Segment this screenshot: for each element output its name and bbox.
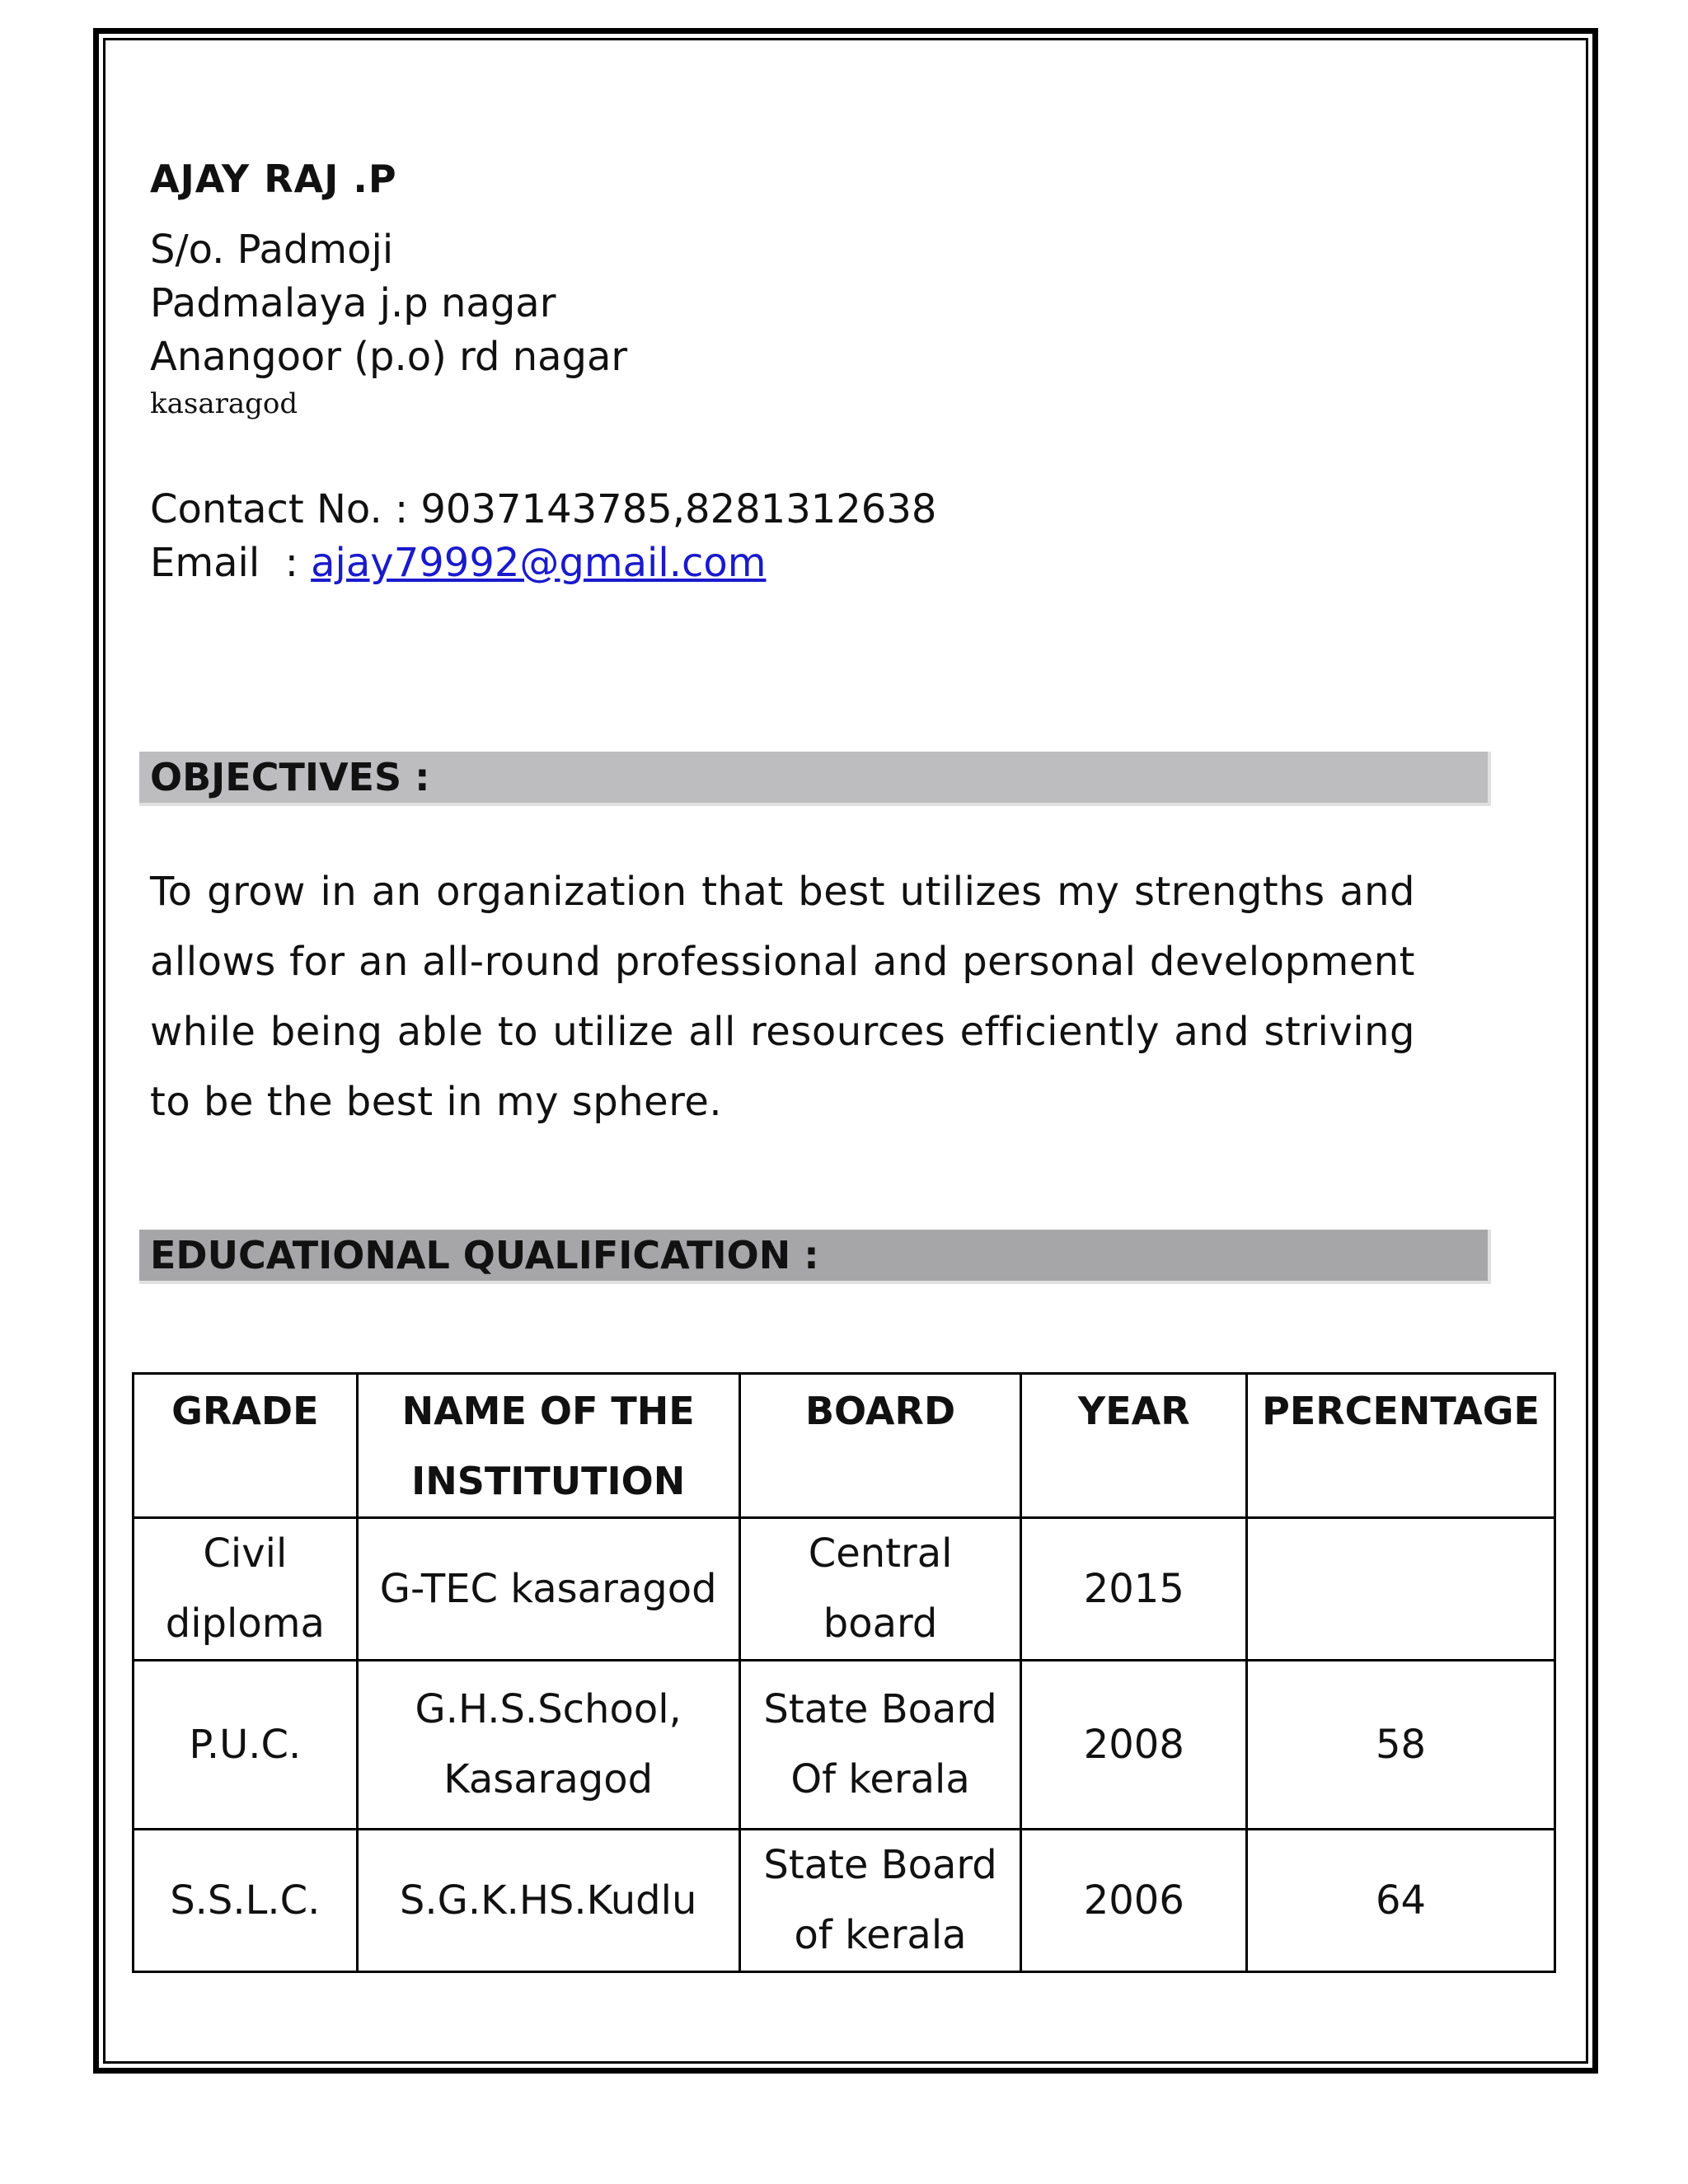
- cell-board: Central board: [739, 1518, 1021, 1661]
- address-line-1: S/o. Padmoji: [150, 227, 394, 273]
- cell-percentage: 58: [1247, 1661, 1555, 1830]
- table-header-row: [134, 1374, 1555, 1518]
- cell-grade: S.S.L.C.: [134, 1830, 358, 1972]
- education-table: [132, 1372, 1556, 1973]
- cell-year: 2008: [1021, 1661, 1247, 1830]
- cell-institution: S.G.K.HS.Kudlu: [357, 1830, 739, 1972]
- objectives-text: To grow in an organization that best utilizes my strengths and allows for an all-round professional and personal development while being able to utilize all resources efficiently and striving to be the best in my sphere.: [150, 869, 1415, 1125]
- table-row: [134, 1830, 1555, 1972]
- cell-grade: Civil diploma: [134, 1518, 358, 1661]
- candidate-name: AJAY RAJ .P: [150, 157, 397, 201]
- address-line-2: Padmalaya j.p nagar: [150, 280, 556, 326]
- education-heading: EDUCATIONAL QUALIFICATION :: [150, 1233, 819, 1277]
- address-district: kasaragod: [150, 387, 298, 420]
- header-year: YEAR: [1021, 1374, 1247, 1518]
- header-percentage: PERCENTAGE: [1247, 1374, 1555, 1518]
- email-link[interactable]: ajay79992@gmail.com: [311, 540, 767, 586]
- cell-percentage: 64: [1247, 1830, 1555, 1972]
- table-row: [134, 1661, 1555, 1830]
- objectives-heading: OBJECTIVES :: [150, 755, 430, 799]
- table-row: [134, 1518, 1555, 1661]
- header-institution: NAME OF THE INSTITUTION: [357, 1374, 739, 1518]
- cell-percentage: [1247, 1518, 1555, 1661]
- address-line-3: Anangoor (p.o) rd nagar: [150, 334, 628, 380]
- header-board: BOARD: [739, 1374, 1021, 1518]
- cell-institution: G-TEC kasaragod: [357, 1518, 739, 1661]
- header-grade: GRADE: [134, 1374, 358, 1518]
- cell-year: 2015: [1021, 1518, 1247, 1661]
- contact-number: Contact No. : 9037143785,8281312638: [150, 486, 937, 532]
- email-row: [150, 540, 766, 586]
- cell-institution: G.H.S.School, Kasaragod: [357, 1661, 739, 1830]
- cell-board: State Board Of kerala: [739, 1661, 1021, 1830]
- cell-grade: P.U.C.: [134, 1661, 358, 1830]
- cell-year: 2006: [1021, 1830, 1247, 1972]
- email-label: Email :: [150, 540, 312, 586]
- cell-board: State Board of kerala: [739, 1830, 1021, 1972]
